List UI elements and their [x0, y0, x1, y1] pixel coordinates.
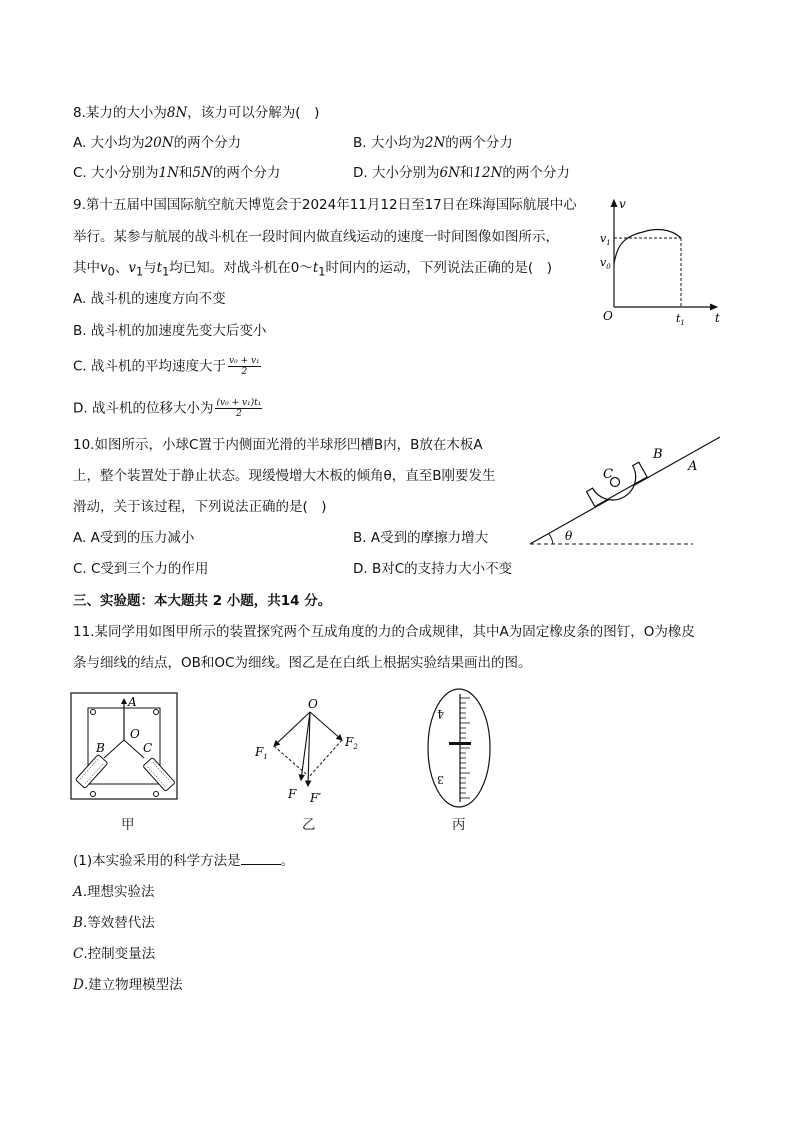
q8-option-d: D. 大小分别为6N和12N的两个分力 — [353, 165, 570, 181]
pointer — [449, 742, 471, 745]
label-c: C — [143, 741, 153, 755]
q10-stem-line2: 上，整个装置处于静止状态。现缓慢增大木板的倾角θ，直至B刚要发生 — [73, 468, 496, 484]
q10-option-b: B. A受到的摩擦力增大 — [353, 530, 489, 546]
graph-v0-label: $v_0$ — [600, 256, 611, 271]
q11-stem-line1: 11.某同学用如图甲所示的装置探究两个互成角度的力的合成规律，其中A为固定橡皮条的图钉，O为橡皮 — [73, 624, 695, 640]
vector-f1 — [274, 712, 310, 746]
q11-option-d: D.建立物理模型法 — [73, 977, 183, 993]
graph-v-label: v — [619, 197, 626, 211]
q10-option-c: C. C受到三个力的作用 — [73, 561, 209, 577]
magnified-view — [428, 689, 490, 807]
q10-incline-figure — [525, 430, 725, 550]
groove-b — [587, 462, 651, 511]
q8-option-a: A. 大小均为20N的两个分力 — [73, 135, 242, 151]
scale-label-bottom: 3 — [437, 773, 444, 786]
graph-t-label: t — [715, 311, 720, 325]
figure-bing — [424, 686, 494, 810]
q9-stem-line1: 9.第十五届中国国际航空航天博览会于2024年11月12日至17日在珠海国际航展中心 — [73, 197, 577, 213]
label-f1: $F_1$ — [255, 745, 268, 761]
q11-option-b: B.等效替代法 — [73, 915, 155, 931]
figure-yi-caption: 乙 — [302, 817, 316, 833]
q11-sub1: (1)本实验采用的科学方法是 。 — [73, 853, 295, 869]
label-c: C — [603, 467, 613, 482]
figure-jia — [68, 690, 180, 802]
figure-bing-caption: 丙 — [452, 817, 466, 833]
scale-label-top: 4 — [437, 707, 444, 720]
q8-stem: 8.某力的大小为8N，该力可以分解为( ) — [73, 105, 320, 121]
q9-stem-line2: 举行。某参与航展的战斗机在一段时间内做直线运动的速度一时间图像如图所示， — [73, 229, 559, 245]
q9-option-c: C. 战斗机的平均速度大于 $\frac{\text{v₀ + v₁}}{2}$ — [73, 356, 260, 377]
q11-option-a: A.理想实验法 — [73, 884, 155, 900]
q8-option-c: C. 大小分别为1N和5N的两个分力 — [73, 165, 281, 181]
dashed-side — [308, 740, 342, 778]
q11-option-c: C.控制变量法 — [73, 946, 156, 962]
label-a: A — [128, 695, 137, 709]
q10-option-d: D. B对C的支持力大小不变 — [353, 561, 513, 577]
label-o: O — [130, 727, 140, 741]
q9-option-d: D. 战斗机的位移大小为 $\frac{\text{(v₀ + v₁)t₁}}{2}$ — [73, 398, 262, 419]
q11-stem-line2: 条与细线的结点，OB和OC为细线。图乙是在白纸上根据实验结果画出的图。 — [73, 655, 532, 671]
label-b: B — [653, 447, 663, 462]
label-theta: θ — [565, 529, 573, 543]
q9-stem-line3: 其中$v_0$、$v_1$与$t_1$均已知。对战斗机在$0\sim t_1$时间内的运动，下列说法正确的是( ) — [73, 260, 552, 279]
label-f2: $F_2$ — [345, 735, 358, 751]
vector-f2 — [310, 712, 342, 740]
label-o: O — [308, 698, 318, 711]
label-b: B — [96, 741, 105, 755]
q9-option-a: A. 战斗机的速度方向不变 — [73, 291, 226, 307]
q8-option-b: B. 大小均为2N的两个分力 — [353, 135, 513, 151]
graph-origin-label: O — [603, 309, 613, 323]
section-3-heading: 三、实验题：本大题共 2 小题，共14 分。 — [73, 593, 332, 609]
figure-jia-caption: 甲 — [121, 817, 135, 833]
label-f-prime: F′ — [310, 791, 322, 805]
velocity-curve — [614, 230, 681, 264]
q10-stem-line3: 滑动，关于该过程，下列说法正确的是( ) — [73, 499, 327, 515]
q9-vt-graph — [595, 192, 725, 332]
theta-arc — [549, 534, 553, 544]
graph-v1-label: $v_1$ — [600, 232, 611, 247]
q9-option-c-fraction: $\frac{\text{v₀ + v₁}}{2}$ — [229, 356, 260, 377]
q9-option-d-fraction: $\frac{\text{(v₀ + v₁)t₁}}{2}$ — [216, 398, 262, 419]
label-f: F — [288, 787, 297, 801]
answer-blank[interactable] — [241, 852, 281, 865]
figure-yi — [250, 698, 370, 806]
graph-t1-label: $t_1$ — [676, 312, 685, 327]
q9-option-b: B. 战斗机的加速度先变大后变小 — [73, 323, 267, 339]
dashed-side — [274, 746, 306, 774]
label-a: A — [688, 459, 698, 474]
q10-option-a: A. A受到的压力减小 — [73, 530, 195, 546]
q10-stem-line1: 10.如图所示，小球C置于内侧面光滑的半球形凹槽B内，B放在木板A — [73, 437, 483, 453]
